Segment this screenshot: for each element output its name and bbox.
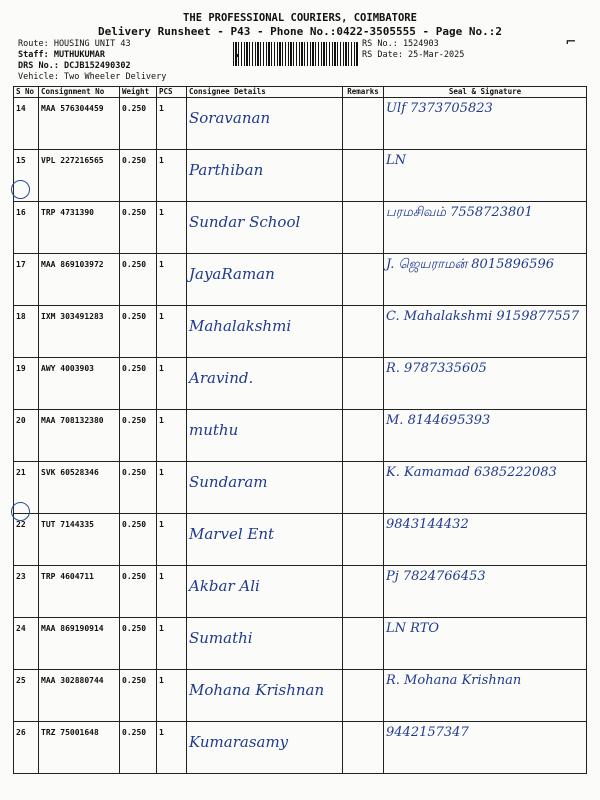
- rs-number: RS No.: 1524903: [362, 39, 439, 49]
- col-remarks: Remarks: [343, 87, 384, 98]
- cell-remarks: [343, 98, 384, 150]
- cell-pcs: 1: [157, 566, 187, 618]
- table-row: [14, 202, 587, 254]
- cell-weight: 0.250: [120, 514, 157, 566]
- cell-signature: 9843144432: [384, 514, 587, 566]
- table-row: [14, 566, 587, 618]
- cell-s-no: 26: [14, 722, 39, 774]
- cell-pcs: 1: [157, 202, 187, 254]
- cell-remarks: [343, 306, 384, 358]
- cell-weight: 0.250: [120, 670, 157, 722]
- cell-pcs: 1: [157, 462, 187, 514]
- cell-pcs: 1: [157, 514, 187, 566]
- cell-weight: 0.250: [120, 150, 157, 202]
- cell-consignment-no: TUT 7144335: [39, 514, 120, 566]
- cell-consignment-no: IXM 303491283: [39, 306, 120, 358]
- cell-weight: 0.250: [120, 202, 157, 254]
- cell-consignment-no: AWY 4003903: [39, 358, 120, 410]
- table-row: [14, 358, 587, 410]
- cell-pcs: 1: [157, 358, 187, 410]
- cell-remarks: [343, 410, 384, 462]
- rs-info: [362, 39, 464, 61]
- cell-pcs: 1: [157, 306, 187, 358]
- cell-s-no: 22: [14, 514, 39, 566]
- table-row: [14, 722, 587, 774]
- cell-weight: 0.250: [120, 462, 157, 514]
- cell-pcs: 1: [157, 410, 187, 462]
- cell-s-no: 19: [14, 358, 39, 410]
- cell-signature: M. 8144695393: [384, 410, 587, 462]
- col-pcs: PCS: [157, 87, 187, 98]
- cell-weight: 0.250: [120, 254, 157, 306]
- cell-weight: 0.250: [120, 98, 157, 150]
- cell-consignment-no: VPL 227216565: [39, 150, 120, 202]
- cell-consignee: JayaRaman: [187, 254, 343, 306]
- cell-consignment-no: TRZ 75001648: [39, 722, 120, 774]
- cell-signature: J. ஜெயராமன் 8015896596: [384, 254, 587, 306]
- cell-signature: Ulf 7373705823: [384, 98, 587, 150]
- company-title: THE PROFESSIONAL COURIERS, COIMBATORE: [183, 12, 417, 24]
- cell-weight: 0.250: [120, 618, 157, 670]
- cell-weight: 0.250: [120, 410, 157, 462]
- table-row: [14, 462, 587, 514]
- cell-pcs: 1: [157, 618, 187, 670]
- cell-consignee: Mohana Krishnan: [187, 670, 343, 722]
- cell-weight: 0.250: [120, 306, 157, 358]
- rs-date: RS Date: 25-Mar-2025: [362, 50, 465, 60]
- vehicle: Vehicle: Two Wheeler Delivery: [18, 72, 167, 82]
- cell-signature: R. Mohana Krishnan: [384, 670, 587, 722]
- table-row: [14, 514, 587, 566]
- cell-consignee: Aravind.: [187, 358, 343, 410]
- cell-consignment-no: MAA 576304459: [39, 98, 120, 150]
- cell-pcs: 1: [157, 150, 187, 202]
- cell-consignment-no: MAA 869190914: [39, 618, 120, 670]
- route: Route: HOUSING UNIT 43: [18, 39, 131, 49]
- cell-weight: 0.250: [120, 722, 157, 774]
- cell-remarks: [343, 462, 384, 514]
- cell-remarks: [343, 150, 384, 202]
- hand-tick-top: ⌐: [566, 32, 576, 51]
- cell-signature: பரமசிவம் 7558723801: [384, 202, 587, 254]
- cell-remarks: [343, 254, 384, 306]
- cell-consignee: Kumarasamy: [187, 722, 343, 774]
- col-sno: S No: [14, 87, 39, 98]
- hand-circle-16: [11, 180, 30, 199]
- col-consignment: Consignment No: [39, 87, 120, 98]
- cell-remarks: [343, 202, 384, 254]
- table-row: [14, 618, 587, 670]
- cell-signature: LN RTO: [384, 618, 587, 670]
- table-row: [14, 306, 587, 358]
- cell-consignee: Parthiban: [187, 150, 343, 202]
- table-row: [14, 670, 587, 722]
- col-consignee: Consignee Details: [187, 87, 343, 98]
- cell-remarks: [343, 722, 384, 774]
- cell-s-no: 25: [14, 670, 39, 722]
- cell-signature: C. Mahalakshmi 9159877557: [384, 306, 587, 358]
- cell-signature: K. Kamamad 6385222083: [384, 462, 587, 514]
- cell-s-no: 17: [14, 254, 39, 306]
- cell-s-no: 15: [14, 150, 39, 202]
- cell-weight: 0.250: [120, 358, 157, 410]
- table-row: [14, 254, 587, 306]
- cell-s-no: 18: [14, 306, 39, 358]
- cell-consignee: Akbar Ali: [187, 566, 343, 618]
- cell-consignee: Sundaram: [187, 462, 343, 514]
- cell-consignment-no: SVK 60528346: [39, 462, 120, 514]
- col-weight: Weight: [120, 87, 157, 98]
- cell-remarks: [343, 670, 384, 722]
- cell-s-no: 23: [14, 566, 39, 618]
- cell-signature: LN: [384, 150, 587, 202]
- cell-pcs: 1: [157, 722, 187, 774]
- table-row: [14, 98, 587, 150]
- cell-remarks: [343, 618, 384, 670]
- cell-remarks: [343, 566, 384, 618]
- cell-consignment-no: MAA 869103972: [39, 254, 120, 306]
- staff: Staff: MUTHUKUMAR: [18, 50, 105, 60]
- cell-consignee: Marvel Ent: [187, 514, 343, 566]
- table-row: [14, 150, 587, 202]
- cell-weight: 0.250: [120, 566, 157, 618]
- cell-remarks: [343, 358, 384, 410]
- cell-consignment-no: TRP 4604711: [39, 566, 120, 618]
- cell-consignment-no: MAA 708132380: [39, 410, 120, 462]
- hand-circle-24: [11, 502, 30, 521]
- cell-consignee: Sundar School: [187, 202, 343, 254]
- cell-s-no: 16: [14, 202, 39, 254]
- cell-pcs: 1: [157, 670, 187, 722]
- cell-consignee: Sumathi: [187, 618, 343, 670]
- cell-consignee: Soravanan: [187, 98, 343, 150]
- cell-consignee: Mahalakshmi: [187, 306, 343, 358]
- cell-s-no: 21: [14, 462, 39, 514]
- cell-s-no: 14: [14, 98, 39, 150]
- table-header-row: [14, 87, 587, 98]
- cell-signature: R. 9787335605: [384, 358, 587, 410]
- cell-consignment-no: MAA 302880744: [39, 670, 120, 722]
- col-signature: Seal & Signature: [384, 87, 587, 98]
- runsheet-table: [13, 86, 587, 774]
- mark-dot: [236, 54, 239, 57]
- cell-consignment-no: TRP 4731390: [39, 202, 120, 254]
- barcode: [233, 42, 359, 66]
- drs-number: DRS No.: DCJB152490302: [18, 61, 131, 71]
- cell-pcs: 1: [157, 98, 187, 150]
- cell-remarks: [343, 514, 384, 566]
- route-info: [18, 39, 166, 83]
- cell-s-no: 20: [14, 410, 39, 462]
- cell-signature: 9442157347: [384, 722, 587, 774]
- cell-signature: Pj 7824766453: [384, 566, 587, 618]
- table-row: [14, 410, 587, 462]
- cell-consignee: muthu: [187, 410, 343, 462]
- runsheet-subtitle: Delivery Runsheet - P43 - Phone No.:0422-3505555 - Page No.:2: [98, 25, 502, 38]
- cell-pcs: 1: [157, 254, 187, 306]
- cell-s-no: 24: [14, 618, 39, 670]
